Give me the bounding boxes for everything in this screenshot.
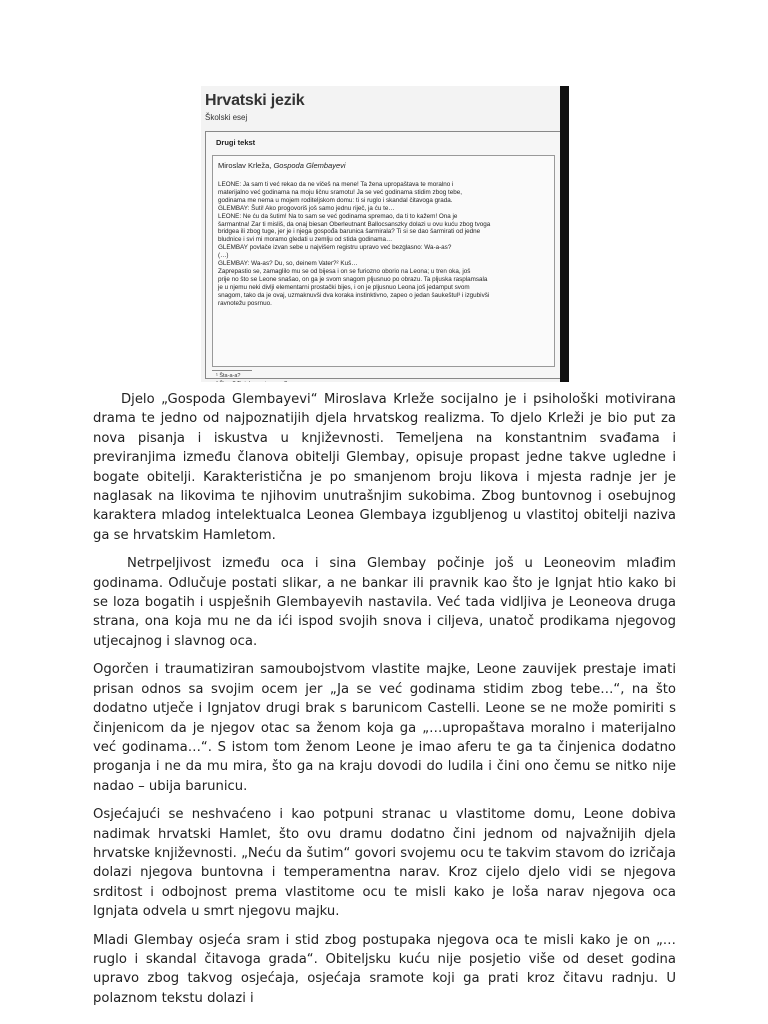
source-author: [218, 161, 346, 170]
exam-subject-title: Hrvatski jezik: [205, 92, 305, 109]
source-text-heading: Drugi tekst: [216, 138, 256, 147]
exam-subtitle: Školski esej: [205, 113, 248, 122]
footnote-2: [216, 381, 287, 382]
scan-edge: [560, 86, 569, 382]
source-text-box: [205, 131, 562, 379]
source-text-frame: [212, 155, 555, 367]
essay-paragraph-1: Djelo „Gospoda Glembayevi“ Miroslava Krleže socijalno je i psihološki motivirana drama te jedno od najpoznatijih djela hrvatskog realizma. To djelo Krleži je bio put za nova pisanja i iskustva u književnosti. Temeljena na konstantnim svađama i previranjima između članova obitelji Glembay, opisuje propast jedne takve ugledne i bogate obitelji. Karakteristična je po smanjenom broju likova i mjesta radnje jer je naglasak na likovima te njihovim unutrašnjim sukobima. Zbog buntovnog i osebujnog karaktera mladog intelektualca Leonea Glembaya izgubljenog u vlastitoj obitelji naziva ga se hrvatskim Hamletom.: [93, 392, 676, 543]
footnote-1: ¹ Šta-a-a?: [216, 373, 241, 379]
essay-paragraph-4: Osjećajući se neshvaćeno i kao potpuni stranac u vlastitome domu, Leone dobiva nadimak hrvatski Hamlet, što ovu dramu dodatno čini jednom od najvažnijih djela hrvatske književnosti. „Neću da šutim“ govori svojemu ocu te takvim stavom do izričaja dolazi njegova buntovna i temperamentna narav. Kroz cijelo djelo vidi se njegova srditost i odbojnost prema vlastitome ocu te misli kako je loša narav njegova oca Ignjata odvela u smrt njegovu majku.: [93, 807, 676, 920]
essay-paragraph-5: Mladi Glembay osjeća sram i stid zbog postupaka njegova oca te misli kako je on „…ruglo i skandal čitavoga grada“. Obiteljsku kuću nije posjetio više od deset godina upravo zbog takvog osjećaja, osjećaja sramote koji ga prati kroz čitavu radnju. U polaznom tekstu dolazi i: [93, 932, 676, 1006]
essay-paragraph-3: Ogorčen i traumatiziran samoubojstvom vlastite majke, Leone zauvijek prestaje imati prisan odnos sa svojim ocem jer „Ja se već godinama stidim zbog tebe…“, na što dodatno utječe i Ignjatov drugi brak s barunicom Castelli. Leone se ne može pomiriti s činjenicom da je njegov otac sa ženom koja ga „…upropaštava moralno i materijalno već godinama…“. S istom tom ženom Leone je imao aferu te ga ta činjenica dodatno proganja i ne da mu mira, što ga na kraju dovodi do ludila i čini ono čemu se nitko nije nadao – ubija barunicu.: [93, 662, 676, 794]
essay-paragraph-2: Netrpeljivost između oca i sina Glembay počinje još u Leoneovim mlađim godinama. Odlučuje postati slikar, a ne bankar ili pravnik kao što je Ignjat htio kako bi se loza bogatih i uspješnih Glembayevih nastavila. Već tada vidljiva je Leoneova druga strana, ona koja mu ne da ići ispod svojih snova i ciljeva, unatoč prodikama njegovog utjecajnog i slavnog oca.: [93, 556, 676, 649]
work-title: Gospoda Glembayevi: [273, 161, 346, 170]
source-dialogue: LEONE: Ja sam ti već rekao da ne vičeš na mene! Ta žena upropaštava te moralno i materijalno već godinama na moju ličnu sramotu! Ja se već godinama stidim zbog tebe, godinama me nema u mojem roditeljskom domu: ti si ruglo i skandal čitavoga grada. GLEMBAY: Šuti! Ako progovoriš još samo jednu riječ, ja ću te… LEONE: Ne ću da šutim! Na to sam se već godinama spremao, da ti to kažem! Ona je šarmantna! Zar ti misliš, da onaj biesan Oberleutnant Ballocsanszky dolazi u ovu kuću zbog tvoga bridgea ili zbog tuge, jer je i njega gospođa barunica šarmirala? Ti si se dao šarmirati od jedne bludnice i svi mi moramo gledati u zemlju od stida godinama… GLEMBAY povlače izvan sebe u najvišem registru upravo već bezglasno: Wa-a-as? (…) GLEMBAY: Wa-as? Du, so, deinem Vater?² Kuš… Zaprepastio se, zamaglilo mu se od bijesa i on se furiozno oborio na Leona; u tren oka, još prije no što se Leone snašao, on ga je svom snagom pljusnuo po obrazu. Ta pljuska rasplamsala je u njemu neki divlji elementarni prostački bijes, i on je pljusnuo Leona još jedamput svom snagom, tako da je ovaj, uzmaknuvši dva koraka instinktivno, zapeo o jedan šaukeštul³ i izgubivši ravnotežu posrnuo.: [218, 181, 491, 307]
footnote-divider: [212, 370, 252, 371]
exam-excerpt-image: [201, 86, 569, 382]
author-name: Miroslav Krleža,: [218, 161, 272, 170]
essay-body: [93, 390, 676, 1017]
